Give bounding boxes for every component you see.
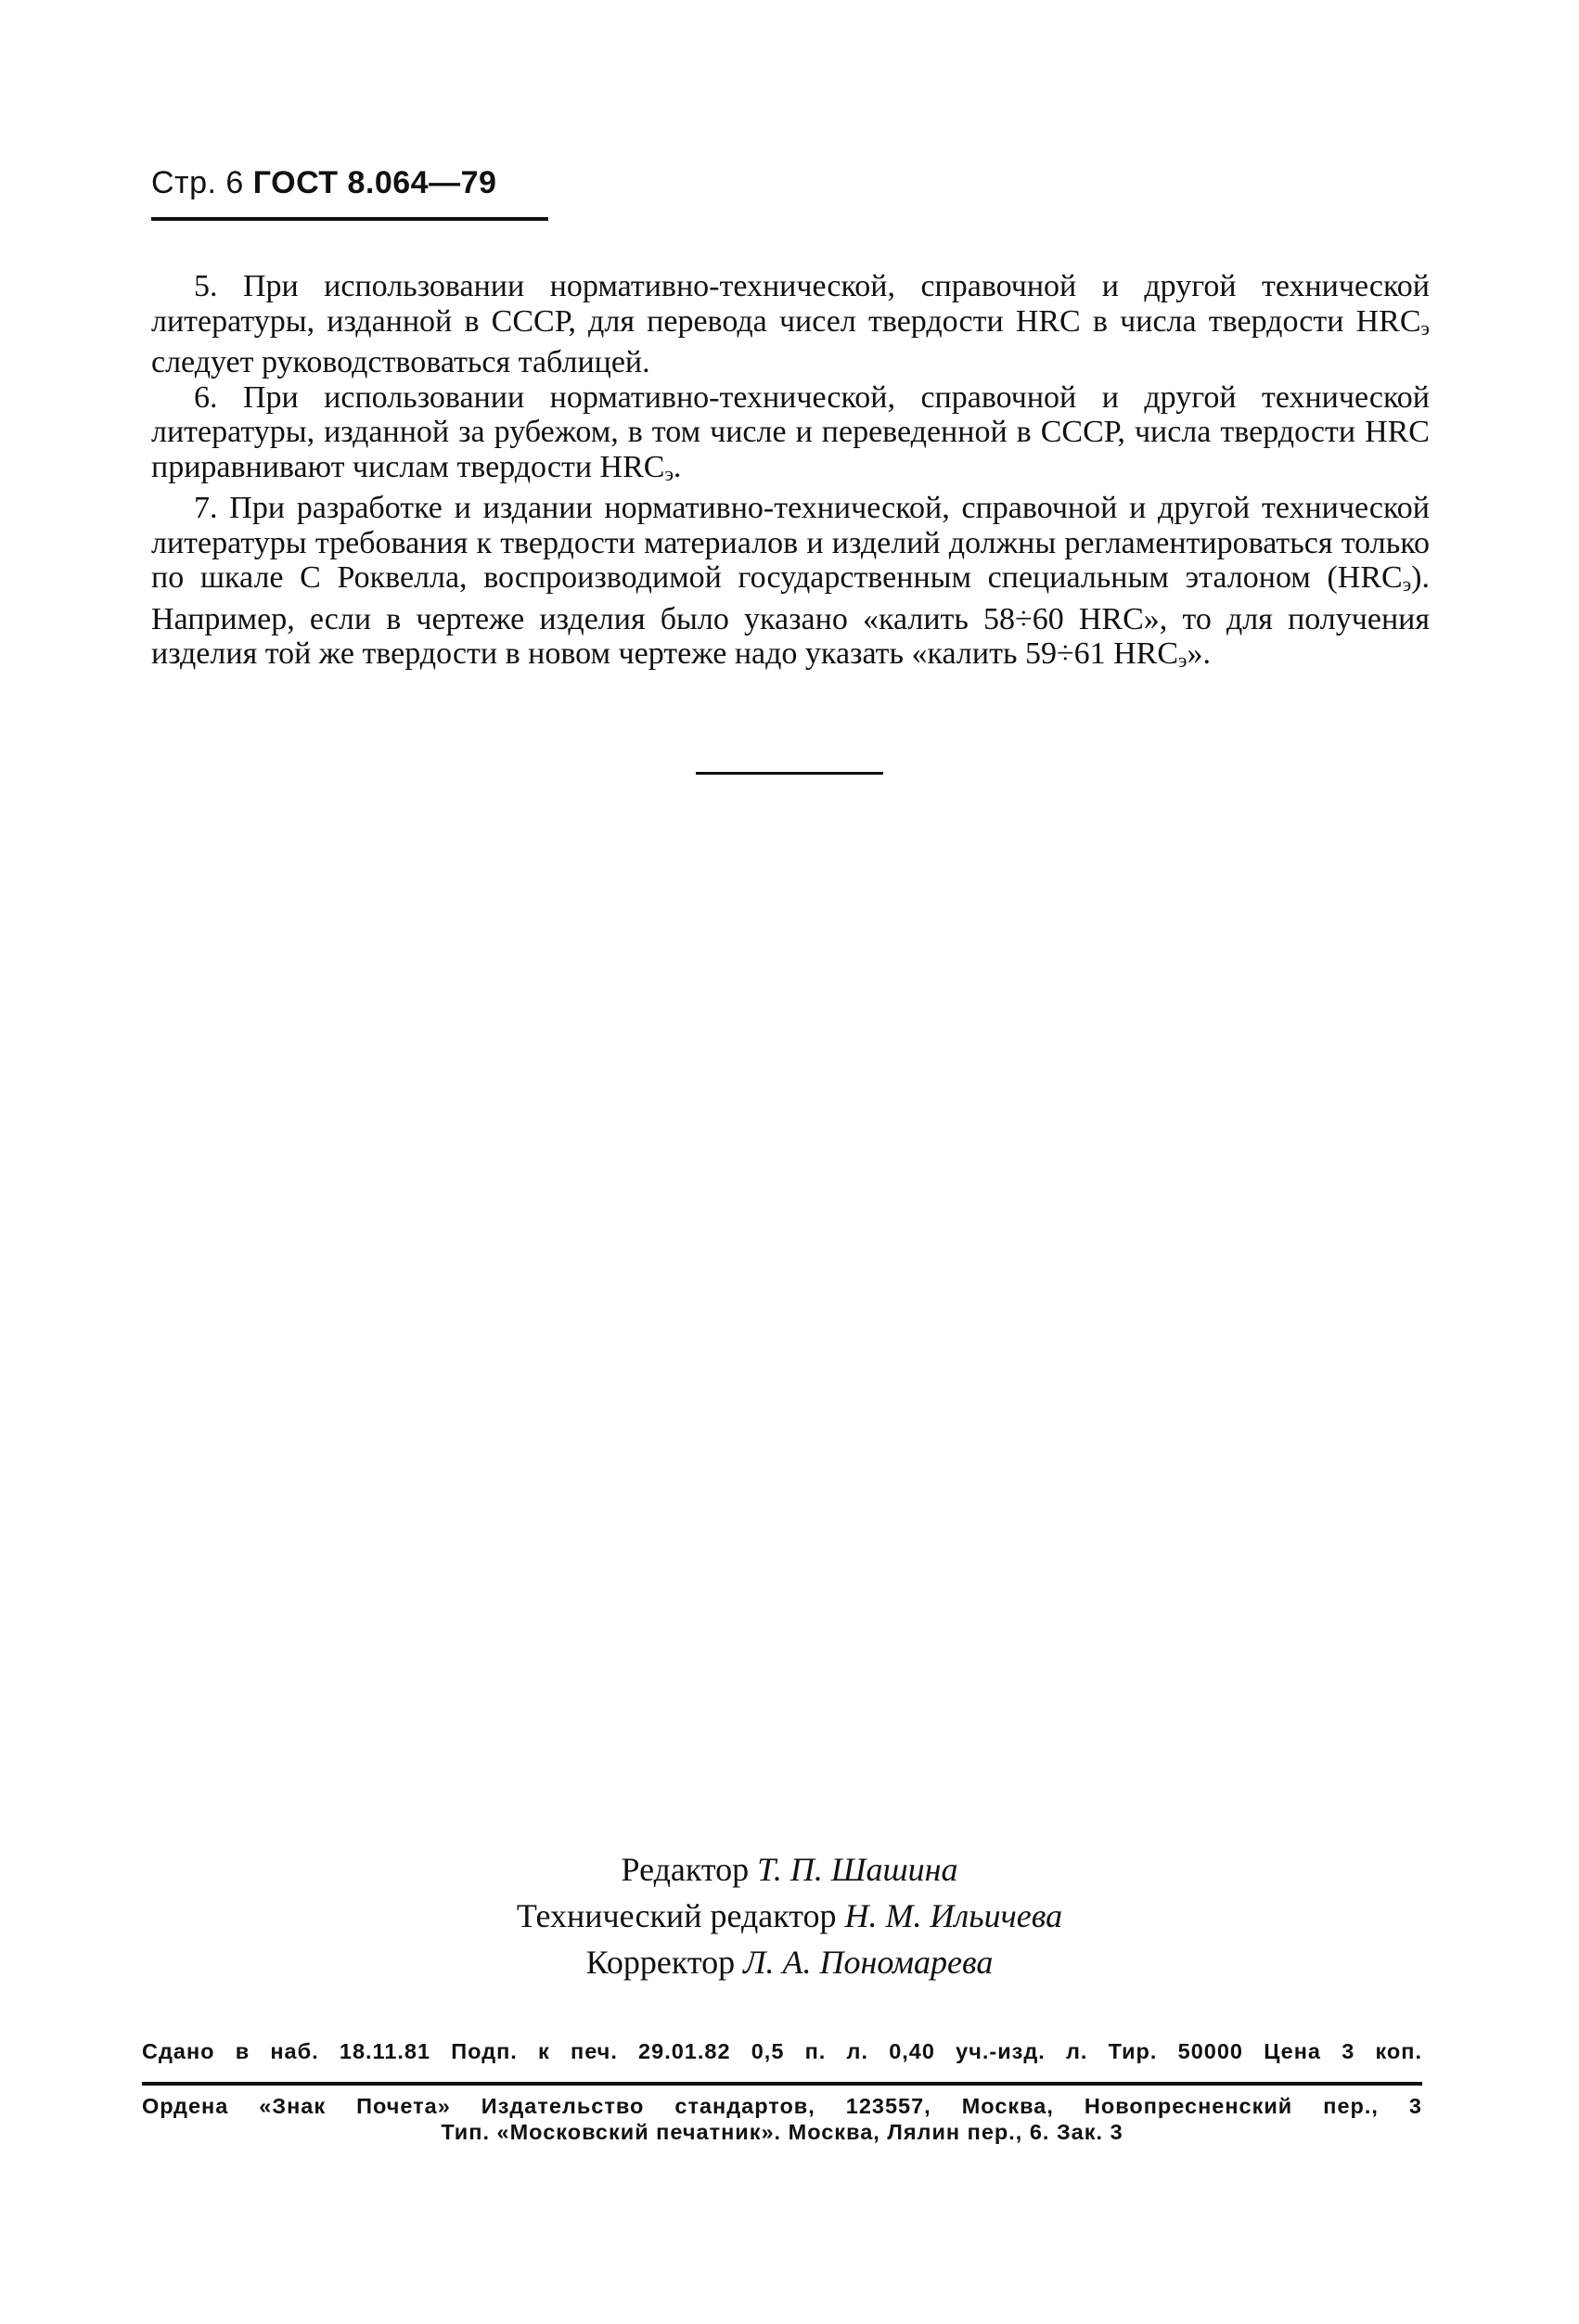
imprint-line-1: Сдано в наб. 18.11.81 Подп. к печ. 29.01.82 0,5 п. л. 0,40 уч.-изд. л. Тир. 50000 Цена 3 коп.	[142, 2039, 1422, 2063]
paragraph-5-text-end: следует руководствоваться таблицей.	[151, 345, 650, 379]
subscript: э	[664, 461, 674, 485]
imprint-rule	[142, 2082, 1422, 2086]
page-number: Стр. 6	[151, 165, 244, 200]
paragraph-7	[151, 491, 1430, 678]
credits	[0, 1846, 1579, 1985]
imprint-publisher	[142, 2093, 1422, 2145]
header-rule	[151, 217, 548, 221]
imprint-line-2: Ордена «Знак Почета» Издательство стандартов, 123557, Москва, Новопресненский пер., 3	[142, 2094, 1422, 2118]
imprint-print-data	[142, 2039, 1422, 2064]
paragraph-7-text: 7. При разработке и издании нормативно-технической, справочной и другой технической литературы требования к твердости материалов и изделий должны регламентироваться только по шкале С Роквелла, воспроизводимой государственным специальным эталоном (HRC	[151, 491, 1430, 595]
credit-name: Т. П. Шашина	[757, 1851, 958, 1888]
credit-name: Л. А. Пономарева	[743, 1944, 994, 1981]
credit-role: Редактор	[621, 1851, 750, 1888]
page-header	[151, 165, 496, 201]
credit-role: Технический редактор	[516, 1897, 837, 1934]
credit-name: Н. М. Ильичева	[844, 1897, 1063, 1934]
paragraph-6	[151, 380, 1430, 492]
section-end-rule	[696, 772, 883, 775]
paragraph-5-text: 5. При использовании нормативно-технической, справочной и другой технической литературы, изданной в СССР, для перевода чисел твердости HRC в числа твердости HRC	[151, 269, 1430, 339]
paragraph-7-text-end: ».	[1187, 636, 1211, 671]
subscript: э	[1178, 648, 1187, 672]
subscript: э	[1420, 315, 1430, 340]
paragraph-6-text-end: .	[673, 449, 682, 484]
body-text	[151, 269, 1430, 678]
subscript: э	[1402, 572, 1412, 596]
credit-proofreader	[0, 1939, 1579, 1985]
paragraph-7-text-mid: ). Например, если в чертеже изделия было указано «калить 58÷60 HRC», то для получения изделия той же твердости в новом чертеже надо указать «калить 59÷61 HRC	[151, 560, 1430, 671]
paragraph-6-text: 6. При использовании нормативно-технической, справочной и другой технической литературы, изданной за рубежом, в том числе и переведенной в СССР, числа твердости HRC приравнивают числам твердости HRC	[151, 379, 1430, 484]
credit-technical-editor	[0, 1893, 1579, 1939]
credit-editor	[0, 1846, 1579, 1893]
standard-designation: ГОСТ 8.064—79	[252, 165, 497, 200]
paragraph-5	[151, 269, 1430, 380]
credit-role: Корректор	[585, 1944, 736, 1981]
imprint-line-3: Тип. «Московский печатник». Москва, Лялин пер., 6. Зак. 3	[441, 2120, 1123, 2144]
